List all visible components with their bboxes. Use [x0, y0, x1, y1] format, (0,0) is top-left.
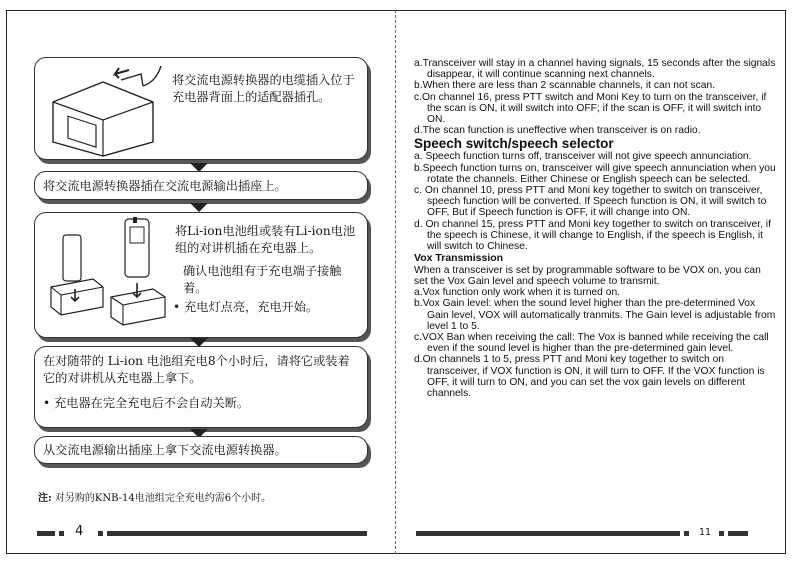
scan-item-b: b.When there are less than 2 scannable channels, it can not scan. [414, 80, 716, 92]
flow-arrow-2 [190, 203, 208, 212]
step1-text: 将交流电源转换器的电缆插入位于充电器背面上的适配器插孔。 [172, 73, 355, 104]
speech-item-c: c. On channel 10, press PTT and Moni key together to switch on transceiver, speech function will be converted. If Speech function is ON, it will switch to OFF, But if Speech function is OFF, it will change into ON. [414, 185, 767, 219]
right-page-content [414, 58, 776, 399]
vox-heading: Vox Transmission [414, 252, 504, 265]
step3-text-1: 将Li-ion电池组或装有Li-ion电池组的对讲机插在充电器上。 [175, 224, 356, 255]
page-gutter [395, 10, 396, 554]
footer-right-bar [416, 531, 680, 536]
vox-item-a: a.Vox function only work when it is turned on. [414, 287, 621, 299]
footer-left-dot [59, 531, 64, 536]
note [38, 489, 271, 504]
vox-intro: When a transceiver is set by programmable software to be VOX on, you can set the Vox Gain level and speech volume to transmit. [414, 264, 761, 287]
step2-box [34, 171, 368, 200]
step3-text-2: 确认电池组有于充电端子接触着。 [183, 264, 342, 295]
step4-text: 在对随带的 Li-ion 电池组充电8个小时后，请将它或装着它的对讲机从充电器上拿下。 [43, 354, 350, 385]
footer-left-bar [107, 531, 367, 536]
vox-item-b: b.Vox Gain level: when the sound level higher than the pre-determined Vox Gain level, VOX will automatically tranmits. The Gain level is adjustable from level 1 to 5. [414, 298, 776, 332]
page-number-right: 11 [699, 527, 712, 538]
vox-item-c: c.VOX Ban when receiving the call: The Vox is banned while receiving the call even if the sound level is higher than the pre-determined gain level. [414, 331, 769, 355]
footer-left-dot-2 [98, 531, 103, 536]
step3-bullet: • 充电灯点亮，充电开始。 [173, 300, 319, 314]
speech-heading: Speech switch/speech selector [414, 136, 614, 152]
note-text: 对另购的KNB-14电池组完全充电约需6个小时。 [54, 493, 272, 504]
step4-bullet: • 充电器在完全充电后不会自动关断。 [43, 396, 250, 410]
speech-item-b: b.Speech function turns on, transceiver will give speech annunciation when you rotate the channels. Either Chinese or English speech can be selected. [414, 162, 776, 185]
step5-box [34, 436, 368, 464]
scan-item-d: d.The scan function is uneffective when transceiver is on radio. [414, 125, 701, 137]
speech-item-d: d. On channel 15, press PTT and Moni key together to switch on transceiver, if the speech is Chinese, it will change to English, if the speech is English, it will switch to Chinese. [414, 218, 771, 253]
step4-box [34, 346, 368, 428]
step3-box [34, 212, 368, 338]
step5-text: 从交流电源输出插座上拿下交流电源转换器。 [43, 443, 287, 457]
battery-charger-illustration [41, 217, 176, 335]
footer-right-dot-2 [719, 531, 724, 536]
footer-left-dash [37, 531, 55, 536]
charger-illustration [43, 62, 163, 158]
scan-item-c: c.On channel 16, press PTT switch and Moni Key to turn on the transceiver, if the scan is ON, it will switch into OFF; if the scan is OFF, it will switch into ON. [414, 91, 767, 126]
step1-box [34, 57, 368, 160]
scan-item-a: a.Transceiver will stay in a channel having signals, 15 seconds after the signals disappear, it will continue scanning next channels. [414, 58, 776, 81]
speech-item-a: a. Speech function turns off, transceiver will not give speech annunciation. [414, 151, 752, 163]
footer-right-dot [684, 531, 689, 536]
footer-right-dash [728, 531, 748, 536]
step2-text: 将交流电源转换器插在交流电源输出插座上。 [43, 179, 287, 193]
page-number-left: 4 [75, 524, 84, 539]
note-label: 注: [38, 493, 52, 504]
vox-item-d: d.On channels 1 to 5, press PTT and Moni key together to switch on transceiver, if VOX function is ON, it will turn to OFF. If the VOX function is OFF, it will turn to ON, and you can set the vox gain levels on different channels. [414, 354, 765, 399]
